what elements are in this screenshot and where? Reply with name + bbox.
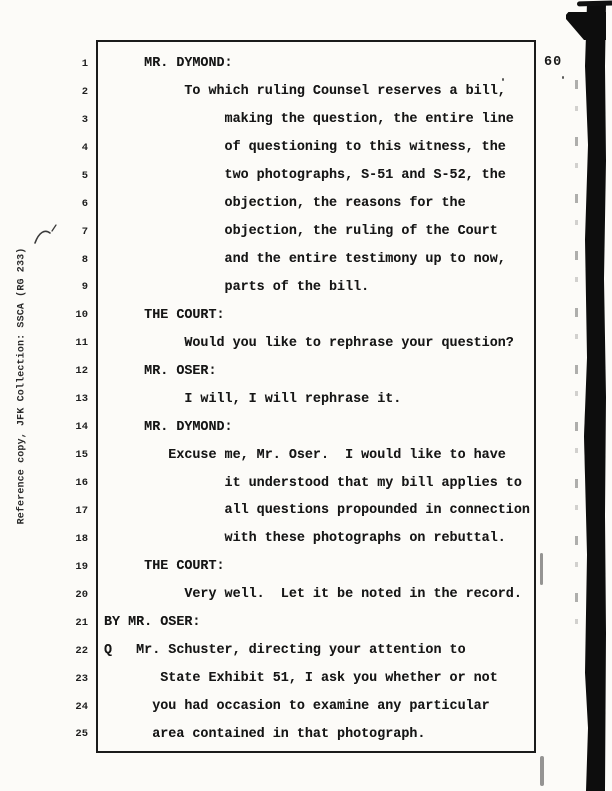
scan-edge-band (584, 3, 606, 791)
line-text: it understood that my bill applies to (104, 475, 522, 491)
line-text: making the question, the entire line (104, 112, 514, 128)
line-number: 8 (81, 253, 88, 266)
pen-mark (32, 222, 58, 248)
line-text: Excuse me, Mr. Oser. I would like to have (104, 447, 506, 463)
line-text: I will, I will rephrase it. (104, 391, 402, 407)
line-number: 4 (81, 141, 88, 154)
scan-edge-band-hook (566, 12, 606, 40)
transcript-line (56, 609, 534, 637)
line-number: 18 (75, 532, 88, 545)
transcript-line (56, 357, 534, 385)
transcript-line (56, 162, 534, 190)
transcript-line (56, 301, 534, 329)
transcript-line (56, 693, 534, 721)
line-text: To which ruling Counsel reserves a bill, (104, 84, 506, 100)
scan-speck-dash (540, 756, 544, 786)
line-number: 2 (81, 85, 88, 98)
line-text: MR. DYMOND: (104, 419, 233, 435)
line-number: 5 (81, 169, 88, 182)
ink-speck (562, 76, 564, 79)
line-text: and the entire testimony up to now, (104, 252, 506, 268)
transcript-line (56, 329, 534, 357)
transcript-line (56, 637, 534, 665)
transcript-line (56, 665, 534, 693)
line-text: BY MR. OSER: (104, 615, 201, 631)
line-number: 20 (75, 588, 88, 601)
line-text: parts of the bill. (104, 279, 370, 295)
transcript-line (56, 190, 534, 218)
line-number: 15 (75, 449, 88, 462)
transcript-line (56, 497, 534, 525)
line-number: 12 (75, 365, 88, 378)
line-number: 10 (75, 309, 88, 322)
transcript-line (56, 50, 534, 78)
line-number: 23 (75, 672, 88, 685)
scan-edge-top-streak (577, 1, 612, 7)
line-number: 14 (75, 421, 88, 434)
line-number: 25 (75, 728, 88, 741)
transcript-line (56, 553, 534, 581)
line-text: MR. OSER: (104, 363, 217, 379)
line-number: 13 (75, 393, 88, 406)
line-number: 11 (75, 337, 88, 350)
line-text: two photographs, S-51 and S-52, the (104, 168, 506, 184)
line-text: objection, the ruling of the Court (104, 224, 498, 240)
transcript-line (56, 106, 534, 134)
line-number: 22 (75, 644, 88, 657)
line-number: 16 (75, 477, 88, 490)
line-text: THE COURT: (104, 307, 225, 323)
line-number: 9 (81, 281, 88, 294)
transcript-line (56, 581, 534, 609)
line-number: 1 (81, 57, 88, 70)
line-text: objection, the reasons for the (104, 196, 466, 212)
line-text: MR. DYMOND: (104, 56, 233, 72)
line-text: State Exhibit 51, I ask you whether or not (104, 671, 498, 687)
line-text: all questions propounded in connection (104, 503, 530, 519)
transcript-line (56, 78, 534, 106)
margin-stamp: Reference copy, JFK Collection: SSCA (RG 233) (16, 247, 28, 525)
transcript-line (56, 385, 534, 413)
line-text: Very well. Let it be noted in the record. (104, 587, 522, 603)
page-number: 60 (544, 55, 563, 70)
line-text: Q Mr. Schuster, directing your attention to (104, 643, 466, 659)
scan-speck-dash (540, 553, 543, 585)
transcript-line (56, 134, 534, 162)
scan-speckles (575, 80, 578, 640)
line-number: 19 (75, 560, 88, 573)
line-number: 6 (81, 197, 88, 210)
transcript-lines (56, 50, 534, 748)
line-text: you had occasion to examine any particular (104, 699, 490, 715)
line-text: with these photographs on rebuttal. (104, 531, 506, 547)
line-number: 7 (81, 225, 88, 238)
transcript-line (56, 441, 534, 469)
line-number: 17 (75, 504, 88, 517)
transcript-line (56, 246, 534, 274)
line-number: 21 (75, 616, 88, 629)
line-text: THE COURT: (104, 559, 225, 575)
transcript-line (56, 274, 534, 302)
line-number: 3 (81, 113, 88, 126)
transcript-line (56, 721, 534, 749)
transcript-line (56, 218, 534, 246)
line-number: 24 (75, 700, 88, 713)
line-text: area contained in that photograph. (104, 726, 426, 742)
transcript-line (56, 469, 534, 497)
line-text: Would you like to rephrase your question? (104, 335, 514, 351)
transcript-line (56, 413, 534, 441)
line-text: of questioning to this witness, the (104, 140, 506, 156)
transcript-line (56, 525, 534, 553)
